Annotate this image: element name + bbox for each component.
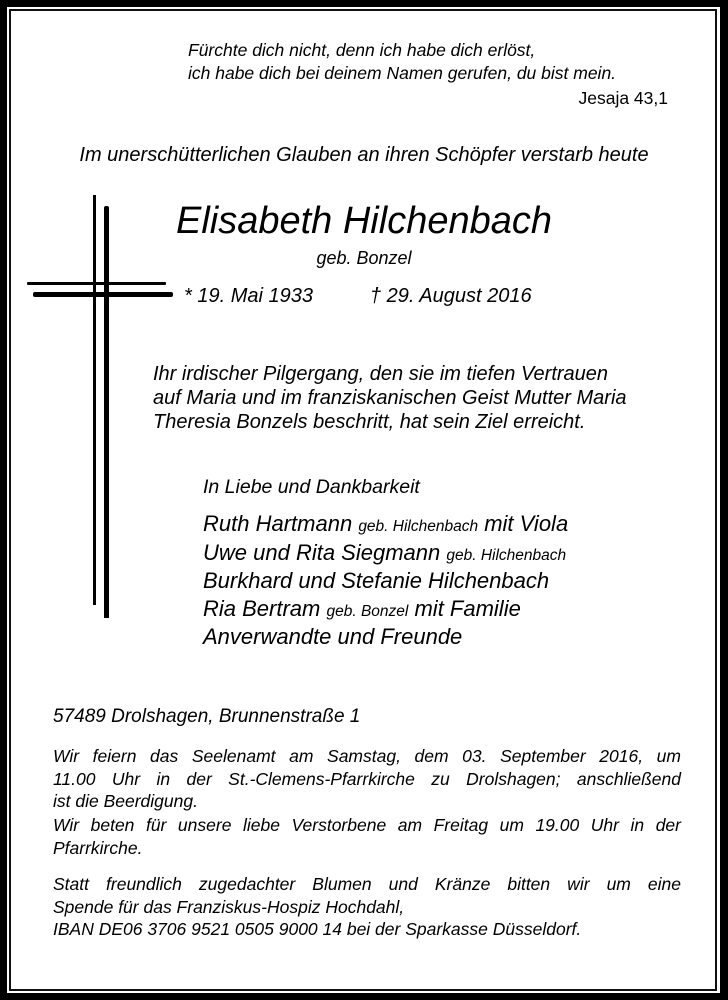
mourner-suffix: mit Familie — [414, 596, 521, 621]
notice-line: Wir feiern das Seelenamt am Samstag, dem 03. September 2016, um — [53, 746, 681, 766]
mourner-name: Anverwandte und Freunde — [203, 624, 463, 649]
mourner-row — [203, 595, 521, 626]
biography-line-3: Theresia Bonzels beschritt, hat sein Ziel erreicht. — [153, 411, 586, 433]
notice-line: 11.00 Uhr in der St.-Clemens-Pfarrkirche zu Drolshagen; anschließend — [53, 768, 681, 789]
mourner-note: geb. Hilchenbach — [446, 547, 567, 564]
quote-line-1: Fürchte dich nicht, denn ich habe dich erlöst, — [188, 40, 536, 60]
mourner-name: Ruth Hartmann — [203, 511, 353, 536]
birth-date: * 19. Mai 1933 — [184, 285, 313, 307]
notice-line: Statt freundlich zugedachter Blumen und Kränze bitten wir um eine — [53, 874, 681, 894]
notice-line: Spende für das Franziskus-Hospiz Hochdahl, — [53, 896, 405, 917]
deceased-name: Elisabeth Hilchenbach — [175, 200, 552, 242]
mourner-row — [203, 539, 566, 570]
mourner-note: geb. Bonzel — [326, 603, 409, 620]
mourner-name: Uwe und Rita Siegmann — [203, 540, 441, 565]
quote-reference: Jesaja 43,1 — [578, 88, 668, 108]
cross-horizontal-thick — [33, 292, 173, 297]
notice-line: Wir beten für unsere liebe Verstorbene am Freitag um 19.00 Uhr in der — [53, 815, 681, 835]
mourner-row — [203, 623, 462, 651]
notice-line: ist die Beerdigung. — [53, 791, 198, 811]
deceased-maiden-name: geb. Bonzel — [316, 248, 412, 268]
mourner-row — [203, 510, 568, 541]
family-heading: In Liebe und Dankbarkeit — [203, 476, 420, 498]
mourner-name: Ria Bertram — [203, 596, 321, 621]
family-address: 57489 Drolshagen, Brunnenstraße 1 — [53, 706, 361, 727]
notice-line: IBAN DE06 3706 9521 0505 9000 14 bei der Sparkasse Düsseldorf. — [53, 919, 582, 939]
notice-prayer — [53, 814, 681, 859]
quote-line-2: ich habe dich bei deinem Namen gerufen, du bist mein. — [188, 63, 617, 83]
notice-funeral-mass — [53, 745, 681, 813]
death-date: † 29. August 2016 — [370, 285, 532, 307]
mourner-row — [203, 567, 549, 595]
biography-line-2: auf Maria und im franziskanischen Geist Mutter Maria — [153, 387, 627, 409]
mourner-note: geb. Hilchenbach — [358, 518, 479, 535]
notice-donation — [53, 873, 681, 941]
intro-text: Im unerschütterlichen Glauben an ihren Schöpfer verstarb heute — [79, 144, 649, 166]
biography-line-1: Ihr irdischer Pilgergang, den sie im tiefen Vertrauen — [153, 363, 609, 385]
notice-line: Pfarrkirche. — [53, 837, 143, 858]
mourner-suffix: mit Viola — [484, 511, 569, 536]
mourner-name: Burkhard und Stefanie Hilchenbach — [203, 568, 550, 593]
cross-horizontal-thin — [27, 282, 166, 285]
